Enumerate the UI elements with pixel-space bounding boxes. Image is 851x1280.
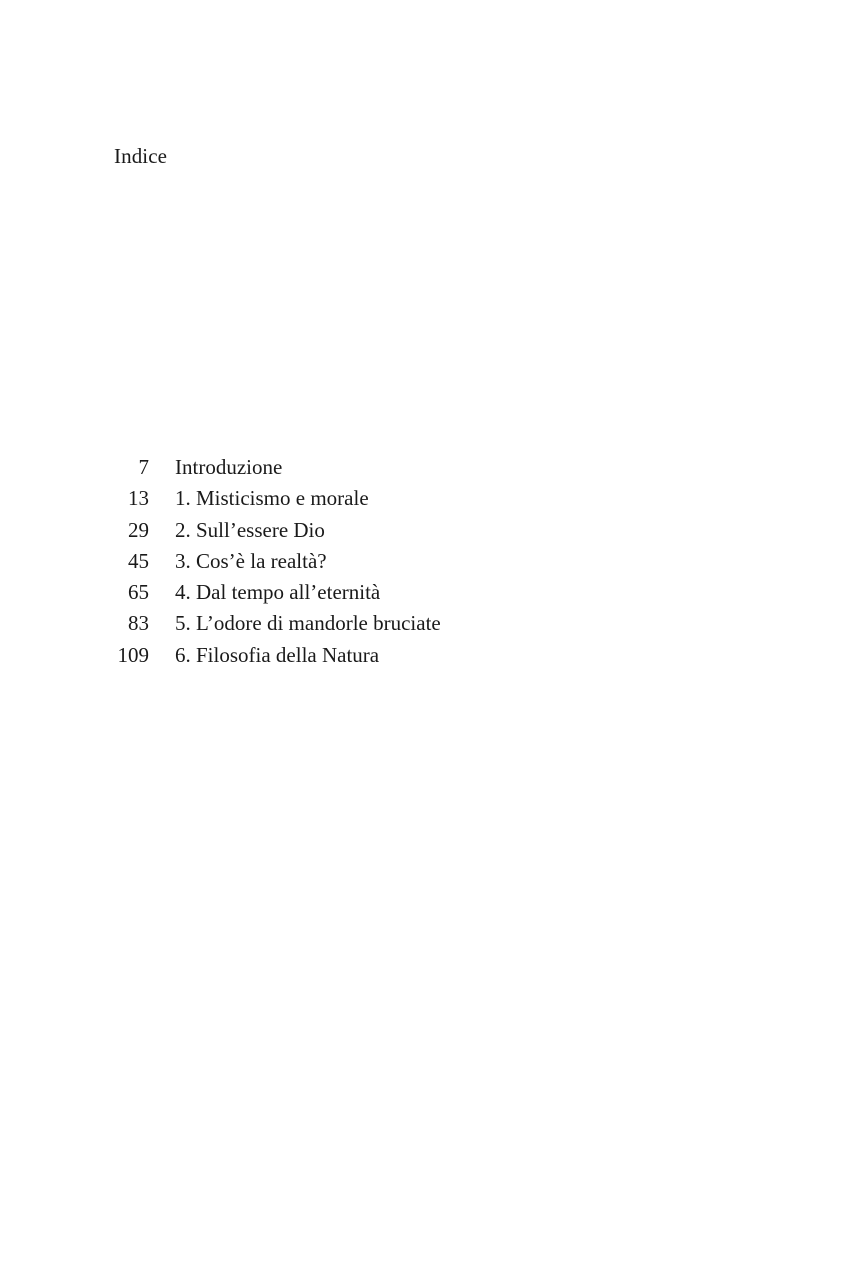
toc-page-number: 7 [138,455,149,479]
page-title: Indice [114,144,168,168]
toc-entry-title: Introduzione [175,455,283,479]
toc-entry-title: 4. Dal tempo all’eternità [175,580,381,605]
toc-entry-title: 2. Sull’essere Dio [175,517,325,542]
table-of-contents [0,453,851,672]
toc-page-number: 29 [128,517,149,542]
toc-page-number: 45 [128,548,149,573]
toc-entry-title: 1. Misticismo e morale [175,486,369,511]
toc-entry-chapter-3[interactable] [0,547,851,578]
toc-page-number: 13 [128,486,149,511]
toc-entry-title: 3. Cos’è la realtà? [175,548,327,573]
toc-entry-introduzione[interactable] [0,453,851,484]
toc-page-number: 65 [128,580,149,605]
toc-entry-chapter-5[interactable] [0,609,851,640]
toc-entry-title: 6. Filosofia della Natura [175,642,380,667]
toc-entry-chapter-1[interactable] [0,484,851,515]
toc-page-number: 109 [117,642,149,667]
toc-entry-title: 5. L’odore di mandorle bruciate [175,611,441,636]
toc-entry-chapter-2[interactable] [0,516,851,547]
toc-entry-chapter-6[interactable] [0,641,851,672]
toc-page-number: 83 [128,611,149,636]
toc-entry-chapter-4[interactable] [0,578,851,609]
